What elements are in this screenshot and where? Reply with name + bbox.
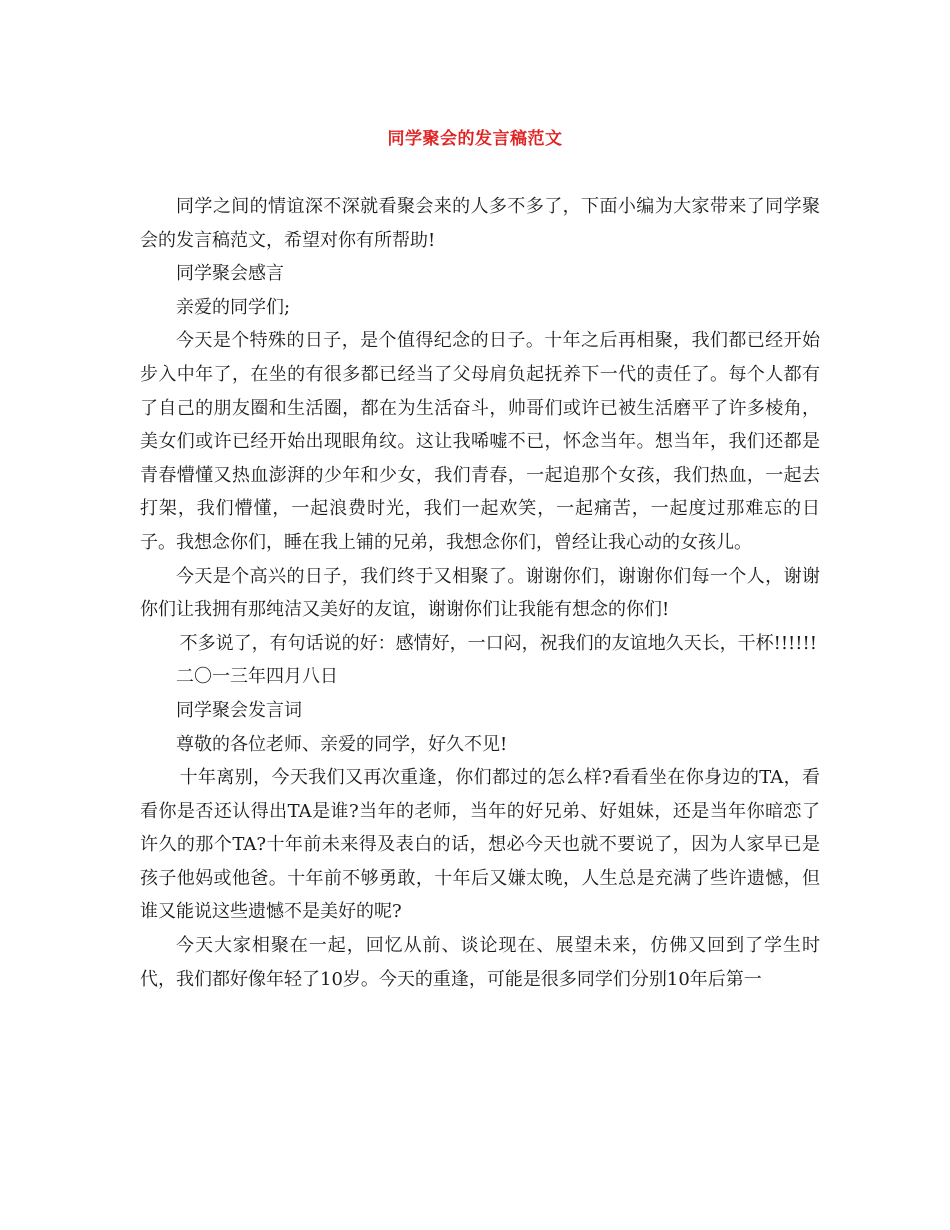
document-body <box>140 190 820 996</box>
body-paragraph: 不多说了，有句话说的好：感情好，一口闷，祝我们的友谊地久天长，干杯!!!!!! <box>179 632 817 654</box>
body-paragraph: 今天大家相聚在一起，回忆从前、谈论现在、展望未来，仿佛又回到了学生时代，我们都好像年轻了10岁。今天的重逢，可能是很多同学们分别10年后第一 <box>140 935 820 990</box>
section-heading-fayanci: 同学聚会发言词 <box>176 699 302 721</box>
section-heading-ganyan: 同学聚会感言 <box>176 263 284 285</box>
date-line: 二〇一三年四月八日 <box>176 666 338 688</box>
salutation: 尊敬的各位老师、亲爱的同学，好久不见! <box>176 733 508 755</box>
document-title: 同学聚会的发言稿范文 <box>387 129 563 149</box>
salutation: 亲爱的同学们; <box>176 296 291 318</box>
body-paragraph: 今天是个特殊的日子，是个值得纪念的日子。十年之后再相聚，我们都已经开始步入中年了，在坐的有很多都已经当了父母肩负起抚养下一代的责任了。每个人都有了自己的朋友圈和生活圈，都在为生活奋斗，帅哥们或许已被生活磨平了许多棱角，美女们或许已经开始出现眼角纹。这让我唏嘘不已，怀念当年。想当年，我们还都是青春懵懂又热血澎湃的少年和少女，我们青春，一起追那个女孩，我们热血，一起去打架，我们懵懂，一起浪费时光，我们一起欢笑，一起痛苦，一起度过那难忘的日子。我想念你们，睡在我上铺的兄弟，我想念你们，曾经让我心动的女孩儿。 <box>140 330 820 553</box>
body-paragraph: 十年离别，今天我们又再次重逢，你们都过的怎么样?看看坐在你身边的TA，看看你是否还认得出TA是谁?当年的老师，当年的好兄弟、好姐妹，还是当年你暗恋了许久的那个TA?十年前未来得及表白的话，想必今天也就不要说了，因为人家早已是孩子他妈或他爸。十年前不够勇敢，十年后又嫌太晚，人生总是充满了些许遗憾，但谁又能说这些遗憾不是美好的呢? <box>140 767 820 923</box>
body-paragraph: 今天是个高兴的日子，我们终于又相聚了。谢谢你们，谢谢你们每一个人，谢谢你们让我拥有那纯洁又美好的友谊，谢谢你们让我能有想念的你们! <box>140 565 820 621</box>
intro-paragraph: 同学之间的情谊深不深就看聚会来的人多不多了，下面小编为大家带来了同学聚会的发言稿范文，希望对你有所帮助! <box>140 196 820 251</box>
